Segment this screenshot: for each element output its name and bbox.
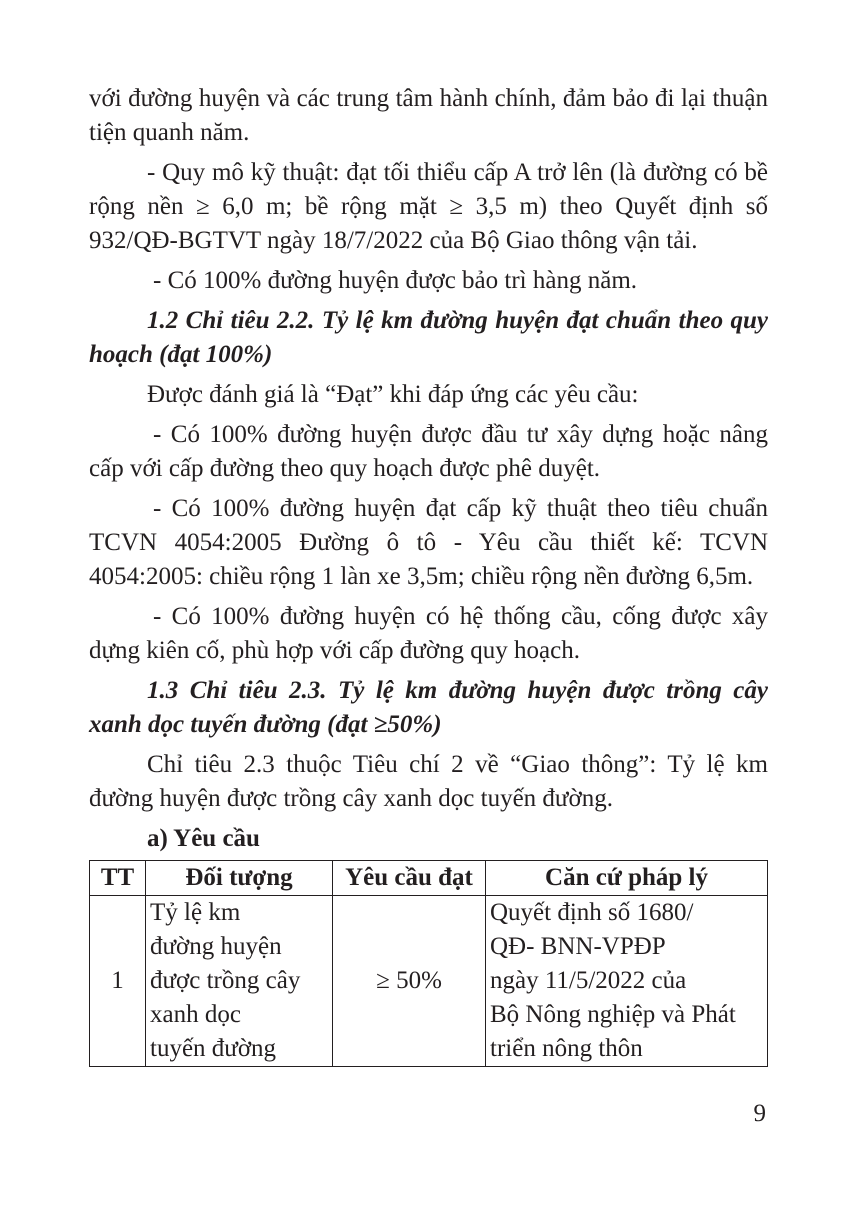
cell-line: đường huyện (150, 933, 282, 960)
paragraph-investment: - Có 100% đường huyện được đầu tư xây dựng hoặc nâng cấp với cấp đường theo quy hoạch được phê duyệt. (89, 421, 768, 482)
cell-line: được trồng cây (150, 967, 301, 994)
table-header-row (90, 861, 768, 896)
cell-can-cu (486, 896, 768, 1067)
heading-indicator-2-2: 1.2 Chỉ tiêu 2.2. Tỷ lệ km đường huyện đạt chuẩn theo quy hoạch (đạt 100%) (89, 307, 768, 368)
cell-doi-tuong (146, 896, 333, 1067)
cell-line: QĐ- BNN-VPĐP (490, 933, 666, 960)
table-row (90, 896, 768, 1067)
cell-line: tuyến đường (150, 1035, 277, 1062)
heading-indicator-2-3: 1.3 Chỉ tiêu 2.3. Tỷ lệ km đường huyện được trồng cây xanh dọc tuyến đường (đạt ≥50%) (89, 677, 768, 738)
header-can-cu: Căn cứ pháp lý (486, 861, 768, 896)
document-page (89, 82, 768, 1067)
paragraph-continuation: với đường huyện và các trung tâm hành chính, đảm bảo đi lại thuận tiện quanh năm. (89, 85, 768, 146)
cell-line: ngày 11/5/2022 của (490, 967, 687, 994)
subheading-requirements: a) Yêu cầu (147, 825, 260, 852)
cell-line: triển nông thôn (490, 1035, 643, 1062)
paragraph-maintenance: - Có 100% đường huyện được bảo trì hàng năm. (153, 267, 638, 294)
paragraph-indicator-description: Chỉ tiêu 2.3 thuộc Tiêu chí 2 về “Giao thông”: Tỷ lệ km đường huyện được trồng cây xanh dọc tuyến đường. (89, 751, 768, 812)
header-tt: TT (90, 861, 146, 896)
paragraph-evaluation: Được đánh giá là “Đạt” khi đáp ứng các yêu cầu: (147, 381, 639, 408)
cell-line: Quyết định số 1680/ (490, 899, 694, 926)
paragraph-standard: - Có 100% đường huyện đạt cấp kỹ thuật theo tiêu chuẩn TCVN 4054:2005 Đường ô tô - Yêu cầu thiết kế: TCVN 4054:2005: chiều rộng 1 làn xe 3,5m; chiều rộng nền đường 6,5m. (89, 495, 768, 590)
cell-line: xanh dọc (150, 1001, 241, 1028)
cell-line: Tỷ lệ km (150, 899, 241, 926)
paragraph-bridges: - Có 100% đường huyện có hệ thống cầu, cống được xây dựng kiên cố, phù hợp với cấp đường quy hoạch. (89, 603, 768, 664)
header-yeu-cau: Yêu cầu đạt (333, 861, 486, 896)
page-number: 9 (753, 1100, 766, 1127)
cell-tt: 1 (90, 896, 146, 1067)
requirements-table (89, 860, 768, 1067)
header-doi-tuong: Đối tượng (146, 861, 333, 896)
cell-line: Bộ Nông nghiệp và Phát (490, 1001, 736, 1028)
cell-yeu-cau: ≥ 50% (333, 896, 486, 1067)
paragraph-technical-scale: - Quy mô kỹ thuật: đạt tối thiểu cấp A trở lên (là đường có bề rộng nền ≥ 6,0 m; bề rộng mặt ≥ 3,5 m) theo Quyết định số 932/QĐ-BGTVT ngày 18/7/2022 của Bộ Giao thông vận tải. (89, 159, 768, 254)
